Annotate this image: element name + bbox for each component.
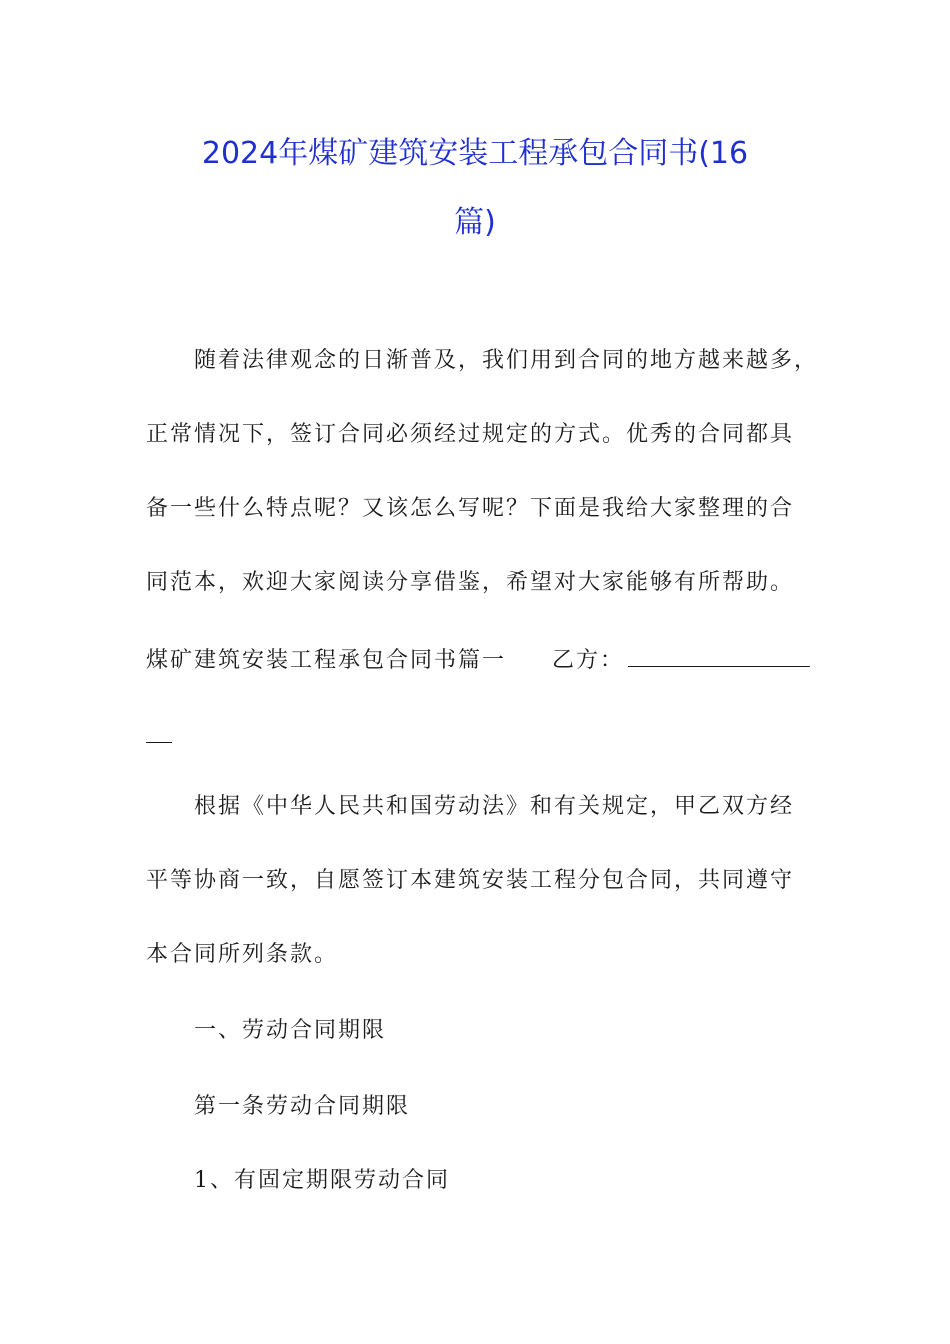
intro-line-3: 备一些什么特点呢？又该怎么写呢？下面是我给大家整理的合: [146, 496, 795, 521]
party-b-blank: [628, 644, 810, 667]
intro-line-1: 随着法律观念的日渐普及，我们用到合同的地方越来越多，: [194, 348, 819, 373]
body-line-2: 平等协商一致，自愿签订本建筑安装工程分包合同，共同遵守: [146, 868, 795, 893]
section-heading: 煤矿建筑安装工程承包合同书篇一: [146, 648, 507, 673]
document-title-line-2: 篇): [454, 205, 496, 240]
body-line-1: 根据《中华人民共和国劳动法》和有关规定，甲乙双方经: [194, 794, 795, 819]
section-heading-line: [146, 644, 810, 676]
clause-heading: 一、劳动合同期限: [194, 1018, 387, 1043]
document-title-line-1: 2024年煤矿建筑安装工程承包合同书(16: [201, 136, 749, 171]
intro-line-2: 正常情况下，签订合同必须经过规定的方式。优秀的合同都具: [146, 422, 795, 447]
party-b-label: 乙方：: [552, 648, 625, 673]
intro-line-4: 同范本，欢迎大家阅读分享借鉴，希望对大家能够有所帮助。: [146, 570, 795, 595]
list-item: 1、有固定期限劳动合同: [194, 1168, 450, 1193]
party-b-blank-tail: [146, 742, 172, 743]
article-heading: 第一条劳动合同期限: [194, 1094, 411, 1119]
body-line-3: 本合同所列条款。: [146, 942, 339, 967]
